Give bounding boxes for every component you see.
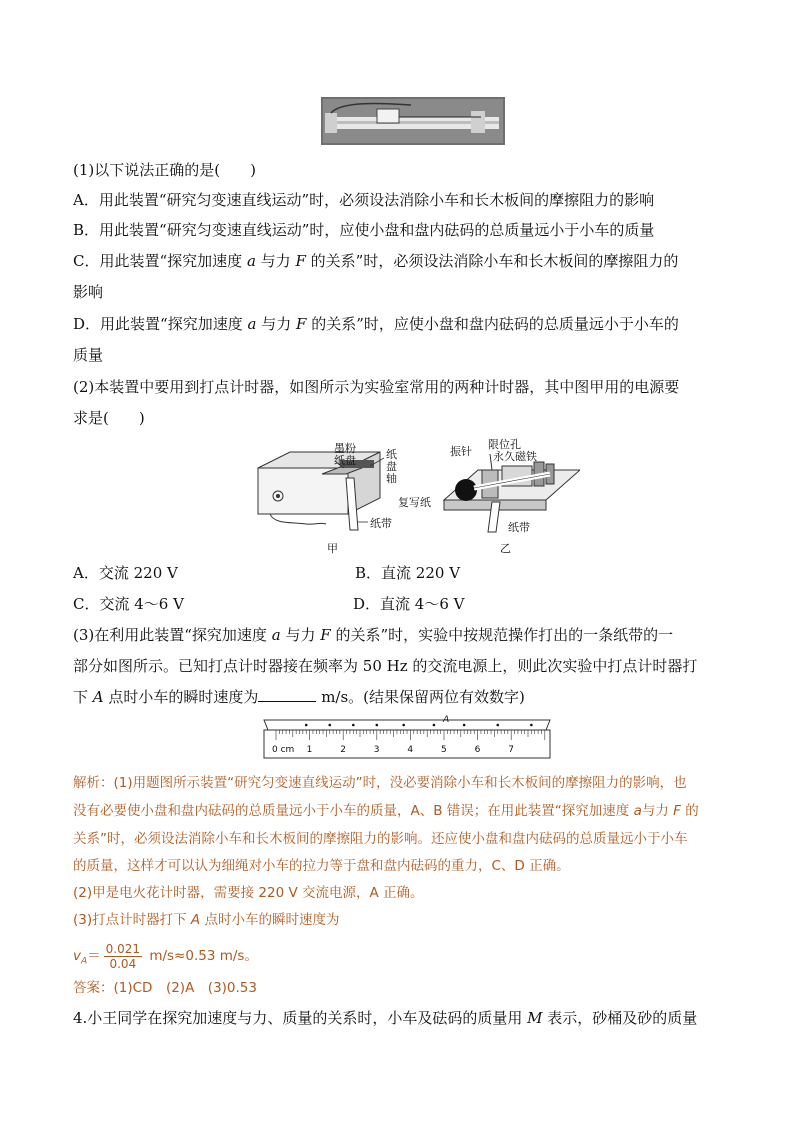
- q4-line1: 4.小王同学在探究加速度与力、质量的关系时，小车及砝码的质量用 M 表示，砂桶及砂的质量: [73, 1009, 698, 1027]
- apparatus-photo: [321, 97, 505, 145]
- q2-option-b: B．直流 220 V: [355, 564, 461, 582]
- q1-option-d: D．用此装置“探究加速度 a 与力 F 的关系”时，应使小盘和盘内砝码的总质量远小于小车的: [73, 315, 679, 333]
- tape-dot: [328, 724, 331, 727]
- solution-line1: 解析：(1)用题图所示装置“研究匀变速直线运动”时，没必要消除小车和长木板间的摩擦阻力的影响，也: [73, 775, 687, 791]
- ruler-tick-label: 5: [441, 745, 447, 755]
- ruler-tick-label: 7: [508, 745, 514, 755]
- q1-option-c-cont: 影响: [73, 283, 104, 301]
- tape-dot: [402, 724, 405, 727]
- q1-option-c: C．用此装置“探究加速度 a 与力 F 的关系”时，必须设法消除小车和长木板间的摩擦阻力的: [73, 252, 679, 270]
- solution-line6: (3)打点计时器打下 A 点时小车的瞬时速度为: [73, 912, 340, 928]
- ruler-tick-label: 3: [373, 745, 380, 755]
- q2-option-a: A．交流 220 V: [73, 564, 178, 582]
- tape-dot: [352, 724, 355, 727]
- ruler-tick-label: 2: [340, 745, 346, 755]
- tape-dot: [496, 724, 499, 727]
- q2-stem-line2: 求是( ): [73, 409, 145, 427]
- tape-dot: [433, 724, 436, 727]
- jia-caption: 甲: [327, 542, 338, 555]
- tape-dot: [463, 724, 466, 727]
- tape-dot: [305, 724, 308, 727]
- yi-label-zhenzhen: 振针: [450, 445, 472, 458]
- yi-label-fuxiezhi: 复写纸: [398, 496, 431, 509]
- solution-line4: 的质量，这样才可以认为细绳对小车的拉力等于盘和盘内砝码的重力，C、D 正确。: [73, 858, 570, 874]
- tape-point-a: A: [443, 715, 450, 725]
- yi-label-citie: 永久磁铁: [493, 450, 537, 463]
- jia-label-zhi: 纸: [386, 448, 397, 461]
- yi-label-xianweikong: 限位孔: [488, 438, 521, 451]
- q2-option-c: C．交流 4～6 V: [73, 595, 184, 613]
- q1-stem: (1)以下说法正确的是( ): [73, 161, 256, 179]
- velocity-fraction: $\frac{0.021}{0.04}$: [105, 941, 141, 971]
- tape-dot: [530, 724, 533, 727]
- jia-label-zhipan: 纸盘: [334, 454, 356, 467]
- yi-caption: 乙: [500, 542, 511, 555]
- ruler-tick-label: 4: [407, 745, 414, 755]
- jia-label-pan: 盘: [386, 460, 397, 473]
- solution-line3: 关系”时，必须设法消除小车和长木板间的摩擦阻力的影响。还应使小盘和盘内砝码的总质量远小于小车: [73, 831, 688, 847]
- solution-line5: (2)甲是电火花计时器，需要接 220 V 交流电源，A 正确。: [73, 885, 424, 901]
- solution-equation: $v_A=$ $\frac{0.021}{0.04}$ m/s≈0.53 m/s。: [73, 941, 258, 971]
- q3-line2: 部分如图所示。已知打点计时器接在频率为 50 Hz 的交流电源上，则此次实验中打点计时器打: [73, 657, 698, 675]
- q3-line3: 下 A 点时小车的瞬时速度为 m/s。(结果保留两位有效数字): [73, 688, 525, 706]
- jia-label-zhou: 轴: [386, 472, 397, 485]
- yi-label-tape: 纸带: [508, 521, 530, 534]
- jia-label-mofen: 墨粉: [334, 442, 356, 455]
- q1-option-b: B．用此装置“研究匀变速直线运动”时，应使小盘和盘内砝码的总质量远小于小车的质量: [73, 221, 655, 239]
- ruler-tick-label: 1: [306, 745, 313, 755]
- q2-stem-line1: (2)本装置中要用到打点计时器，如图所示为实验室常用的两种计时器，其中图甲用的电源要: [73, 378, 680, 396]
- q2-option-d: D．直流 4～6 V: [353, 595, 465, 613]
- solution-line2: 没有必要使小盘和盘内砝码的总质量远小于小车的质量，A、B 错误；在用此装置“探究加速度 a与力 F 的: [73, 803, 699, 819]
- answer-line: 答案：(1)CD (2)A (3)0.53: [73, 980, 257, 996]
- ruler-zero-label: 0 cm: [272, 745, 295, 755]
- jia-label-tape: 纸带: [370, 517, 392, 530]
- q1-option-a: A．用此装置“研究匀变速直线运动”时，必须设法消除小车和长木板间的摩擦阻力的影响: [73, 191, 655, 209]
- answer-blank: [258, 701, 316, 702]
- q1-option-d-cont: 质量: [73, 346, 104, 364]
- tape-dot: [376, 724, 379, 727]
- q3-line1: (3)在利用此装置“探究加速度 a 与力 F 的关系”时，实验中按规范操作打出的一条纸带的一: [73, 626, 674, 644]
- ruler-tick-label: 6: [474, 745, 481, 755]
